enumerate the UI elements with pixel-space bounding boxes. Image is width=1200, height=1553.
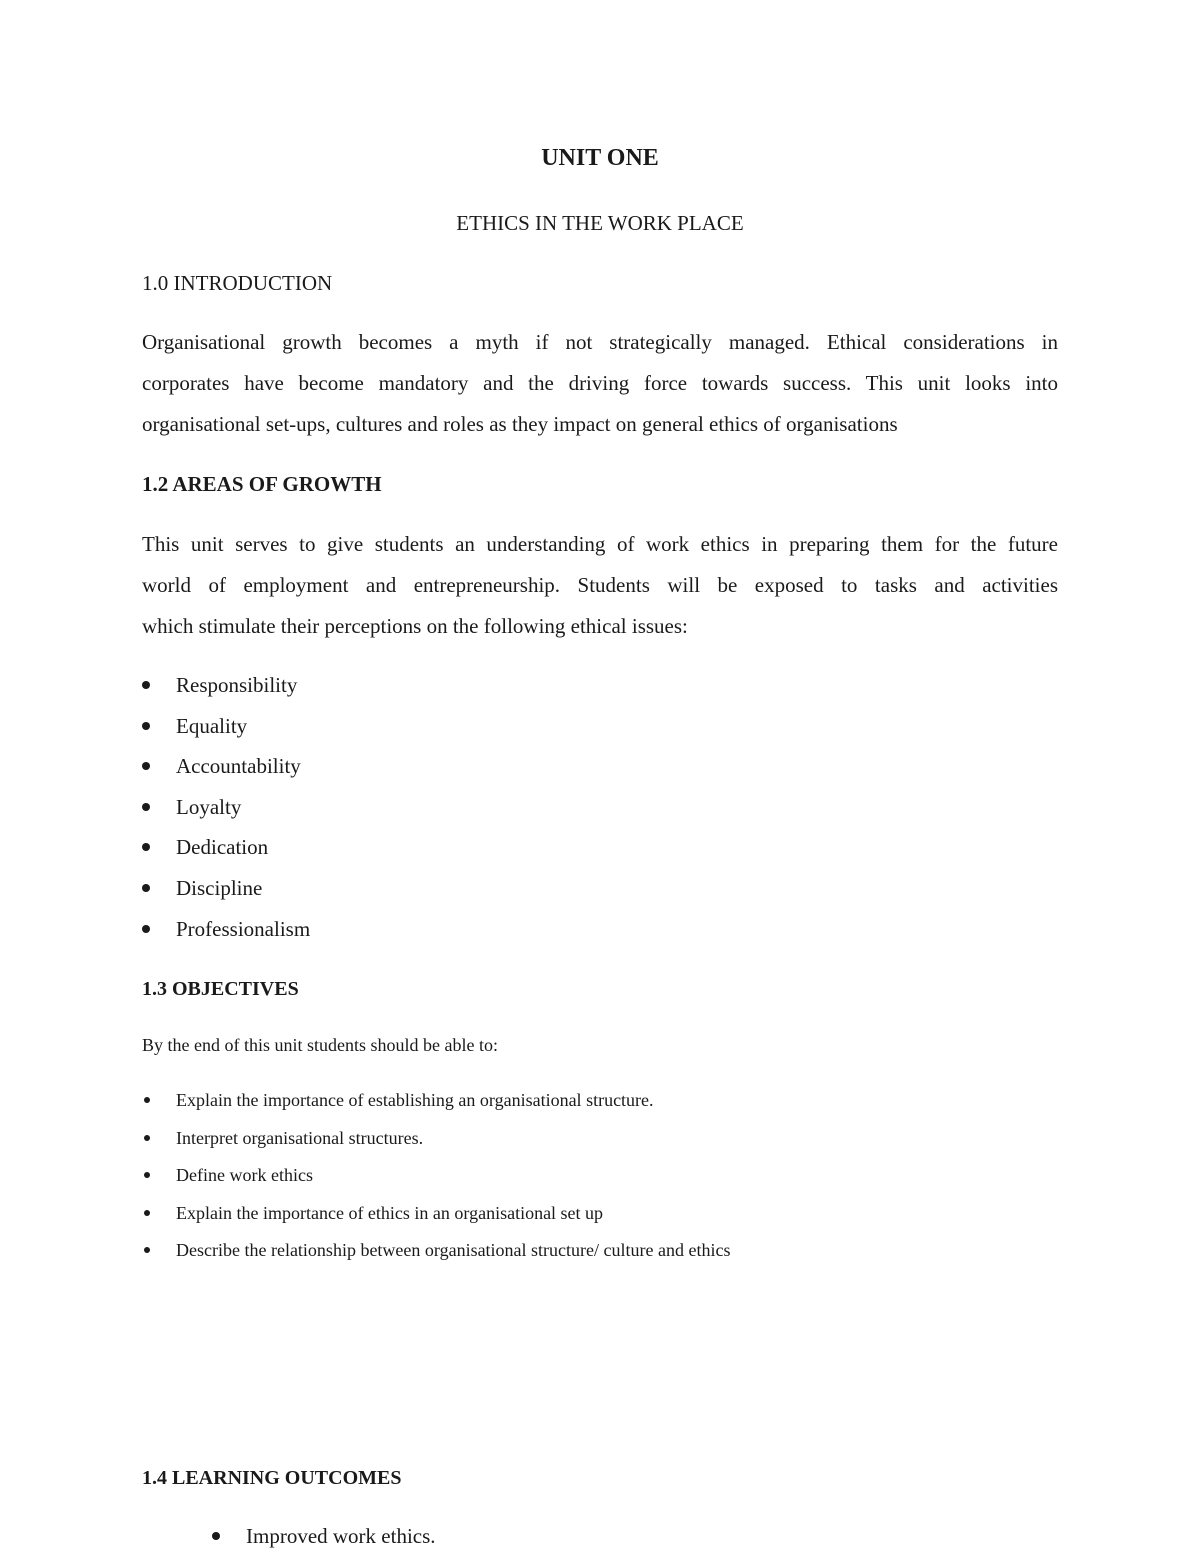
list-item: Loyalty xyxy=(142,787,310,828)
growth-paragraph xyxy=(142,524,1058,647)
intro-line: Organisational growth becomes a myth if not strategically managed. Ethical considerations in xyxy=(142,330,1058,354)
intro-line: organisational set-ups, cultures and roles as they impact on general ethics of organisations xyxy=(142,412,898,436)
unit-title: UNIT ONE xyxy=(541,145,659,171)
bullet-icon xyxy=(144,1247,150,1253)
bullet-icon xyxy=(142,803,150,811)
list-item: Discipline xyxy=(142,868,310,909)
list-item: Describe the relationship between organisational structure/ culture and ethics xyxy=(142,1232,730,1270)
list-item: Dedication xyxy=(142,827,310,868)
objectives-lead: By the end of this unit students should be able to: xyxy=(142,1035,498,1055)
list-item: Accountability xyxy=(142,746,310,787)
list-item: Explain the importance of ethics in an organisational set up xyxy=(142,1195,730,1233)
objectives-heading: 1.3 OBJECTIVES xyxy=(142,978,299,1000)
outcomes-list xyxy=(212,1522,436,1550)
list-item: Interpret organisational structures. xyxy=(142,1120,730,1158)
growth-heading: 1.2 AREAS OF GROWTH xyxy=(142,472,382,496)
list-item: Define work ethics xyxy=(142,1157,730,1195)
bullet-icon xyxy=(144,1135,150,1141)
bullet-icon xyxy=(144,1172,150,1178)
bullet-icon xyxy=(142,884,150,892)
growth-line: which stimulate their perceptions on the following ethical issues: xyxy=(142,614,688,638)
ethical-issues-list xyxy=(142,665,310,949)
intro-line: corporates have become mandatory and the driving force towards success. This unit looks into xyxy=(142,371,1058,395)
outcomes-heading: 1.4 LEARNING OUTCOMES xyxy=(142,1467,402,1489)
intro-heading: 1.0 INTRODUCTION xyxy=(142,271,333,295)
bullet-icon xyxy=(142,843,150,851)
objectives-list xyxy=(142,1082,730,1270)
bullet-icon xyxy=(142,722,150,730)
list-item: Improved work ethics. xyxy=(212,1522,436,1550)
bullet-icon xyxy=(212,1532,220,1540)
unit-subtitle: ETHICS IN THE WORK PLACE xyxy=(456,211,744,235)
growth-line: This unit serves to give students an understanding of work ethics in preparing them for the future xyxy=(142,532,1058,556)
intro-paragraph xyxy=(142,322,1058,445)
bullet-icon xyxy=(142,925,150,933)
bullet-icon xyxy=(142,681,150,689)
bullet-icon xyxy=(144,1097,150,1103)
list-item: Explain the importance of establishing an organisational structure. xyxy=(142,1082,730,1120)
growth-line: world of employment and entrepreneurship. Students will be exposed to tasks and activities xyxy=(142,573,1058,597)
list-item: Professionalism xyxy=(142,909,310,950)
bullet-icon xyxy=(142,762,150,770)
bullet-icon xyxy=(144,1210,150,1216)
list-item: Responsibility xyxy=(142,665,310,706)
list-item: Equality xyxy=(142,706,310,747)
